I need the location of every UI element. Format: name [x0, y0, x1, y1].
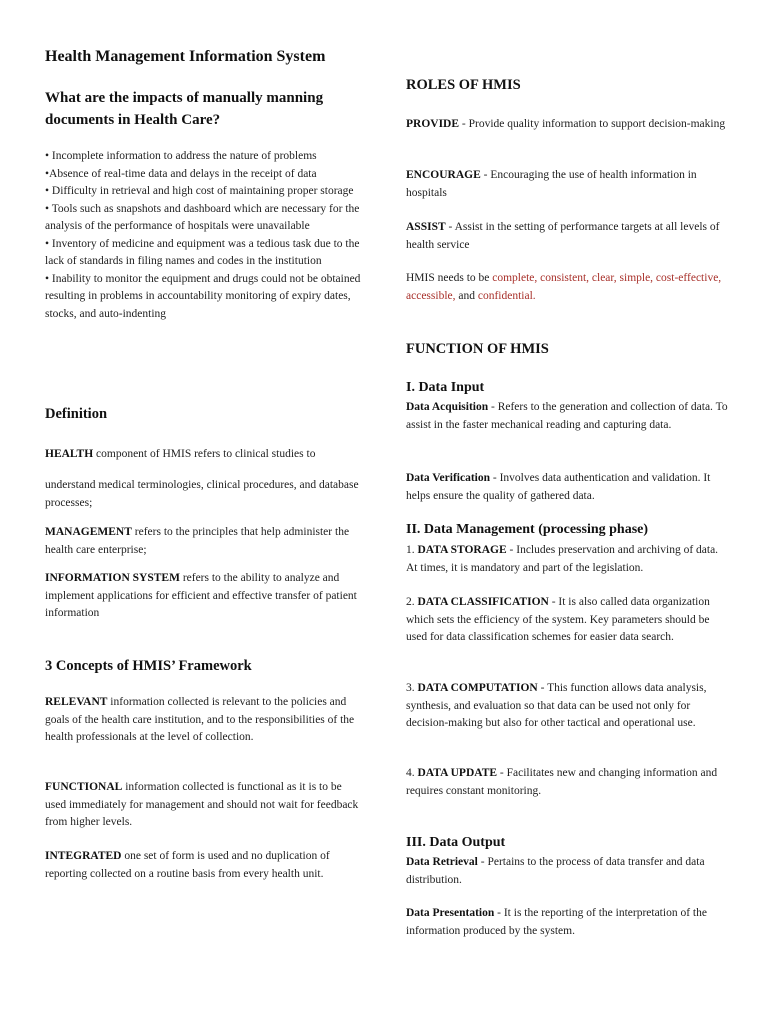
impact-item: • Inventory of medicine and equipment was a tedious task due to the lack of standards in filing names and codes in the institution [45, 237, 360, 267]
needs-last: confidential. [477, 289, 536, 302]
data-retrieval [406, 854, 728, 889]
provide-term: PROVIDE [406, 118, 460, 130]
computation-term: DATA COMPUTATION [417, 682, 538, 694]
data-management-heading: II. Data Management (processing phase) [406, 522, 649, 537]
encourage-term: ENCOURAGE [406, 169, 481, 181]
health-term: HEALTH [45, 448, 94, 460]
acquisition-term: Data Acquisition [406, 401, 489, 413]
encourage-text: - Encouraging the use of health information in hospitals [406, 169, 697, 199]
concept-integrated [45, 848, 363, 883]
roles-heading: ROLES OF HMIS [406, 77, 521, 93]
data-input-heading: I. Data Input [406, 380, 485, 395]
needs-qualities: complete, consistent, clear, simple, cost-effective, accessible, [406, 272, 722, 302]
classification-num: 2. [406, 596, 418, 608]
retrieval-text: - Pertains to the process of data transfer and data distribution. [406, 856, 705, 886]
assist-text: - Assist in the setting of performance targets at all levels of health service [406, 221, 720, 251]
concepts-heading: 3 Concepts of HMIS’ Framework [45, 658, 252, 674]
presentation-text: - It is the reporting of the interpretation of the information produced by the system. [406, 907, 707, 937]
presentation-term: Data Presentation [406, 907, 495, 919]
classification-text: - It is also called data organization which sets the efficiency of the system. Key parameters should be used for data classification schemes for easier data search. [406, 596, 710, 643]
document-title: Health Management Information System [45, 48, 326, 65]
concept-functional [45, 779, 363, 832]
retrieval-term: Data Retrieval [406, 856, 478, 868]
data-presentation [406, 905, 728, 940]
impact-item: • Tools such as snapshots and dashboard which are necessary for the analysis of the performance of hospitals were unavailable [45, 202, 360, 232]
data-output-heading: III. Data Output [406, 835, 506, 850]
definition-health-cont: understand medical terminologies, clinical procedures, and database processes; [45, 479, 359, 509]
update-num: 4. [406, 767, 418, 779]
data-storage [406, 542, 728, 577]
classification-term: DATA CLASSIFICATION [417, 596, 549, 608]
relevant-text: information collected is relevant to the policies and goals of the health care institution, and to the responsibilities of the health professionals at the level of collection. [45, 696, 355, 743]
impacts-list [45, 148, 363, 323]
data-computation [406, 680, 728, 733]
storage-term: DATA STORAGE [417, 544, 507, 556]
update-term: DATA UPDATE [417, 767, 498, 779]
acquisition-text: - Refers to the generation and collection of data. To assist in the faster mechanical reading and capturing data. [406, 401, 728, 431]
verification-text: - Involves data authentication and validation. It helps ensure the quality of gathered data. [406, 472, 711, 502]
impact-item: •Absence of real-time data and delays in the receipt of data [45, 167, 317, 180]
computation-num: 3. [406, 682, 418, 694]
hmis-needs [406, 270, 728, 305]
functional-text: information collected is functional as it is to be used immediately for management and should not wait for feedback from higher levels. [45, 781, 359, 828]
definition-health [45, 446, 363, 464]
infosys-term: INFORMATION SYSTEM [45, 572, 180, 584]
concept-relevant [45, 694, 363, 747]
data-verification [406, 470, 728, 505]
verification-term: Data Verification [406, 472, 491, 484]
storage-text: - Includes preservation and archiving of data. At times, it is mandatory and part of the legislation. [406, 544, 719, 574]
definition-heading: Definition [45, 406, 108, 422]
role-assist [406, 219, 728, 254]
data-acquisition [406, 399, 728, 434]
storage-num: 1. [406, 544, 418, 556]
role-provide [406, 116, 728, 134]
impact-item: • Difficulty in retrieval and high cost of maintaining proper storage [45, 185, 354, 197]
integrated-text: one set of form is used and no duplication of reporting collected on a routine basis from every health unit. [45, 850, 330, 880]
role-encourage [406, 167, 728, 202]
infosys-text: refers to the ability to analyze and implement applications for efficient and effective transfer of patient information [45, 572, 357, 619]
data-classification [406, 594, 728, 647]
update-text: - Facilitates new and changing information and requires constant monitoring. [406, 767, 718, 797]
impacts-heading: What are the impacts of manually manning documents in Health Care? [45, 90, 324, 128]
functional-term: FUNCTIONAL [45, 781, 123, 793]
computation-text: - This function allows data analysis, synthesis, and evaluation so that data can be used not only for decision-making but also for other tactical and operational use. [406, 682, 707, 729]
health-text: component of HMIS refers to clinical studies to [93, 448, 316, 460]
integrated-term: INTEGRATED [45, 850, 122, 862]
data-update [406, 765, 728, 800]
definition-management [45, 524, 363, 559]
impact-item: • Incomplete information to address the nature of problems [45, 150, 317, 162]
needs-and: and [455, 289, 478, 302]
management-text: refers to the principles that help administer the health care enterprise; [45, 526, 350, 556]
function-heading: FUNCTION OF HMIS [406, 341, 549, 357]
relevant-term: RELEVANT [45, 696, 108, 708]
impact-item: • Inability to monitor the equipment and drugs could not be obtained resulting in problems in accountability monitoring of expiry dates, stocks, and auto-indenting [45, 272, 361, 320]
assist-term: ASSIST [406, 221, 446, 233]
management-term: MANAGEMENT [45, 526, 132, 538]
definition-infosys [45, 570, 363, 623]
provide-text: - Provide quality information to support decision-making [459, 118, 726, 130]
needs-prefix: HMIS needs to be [406, 272, 493, 284]
